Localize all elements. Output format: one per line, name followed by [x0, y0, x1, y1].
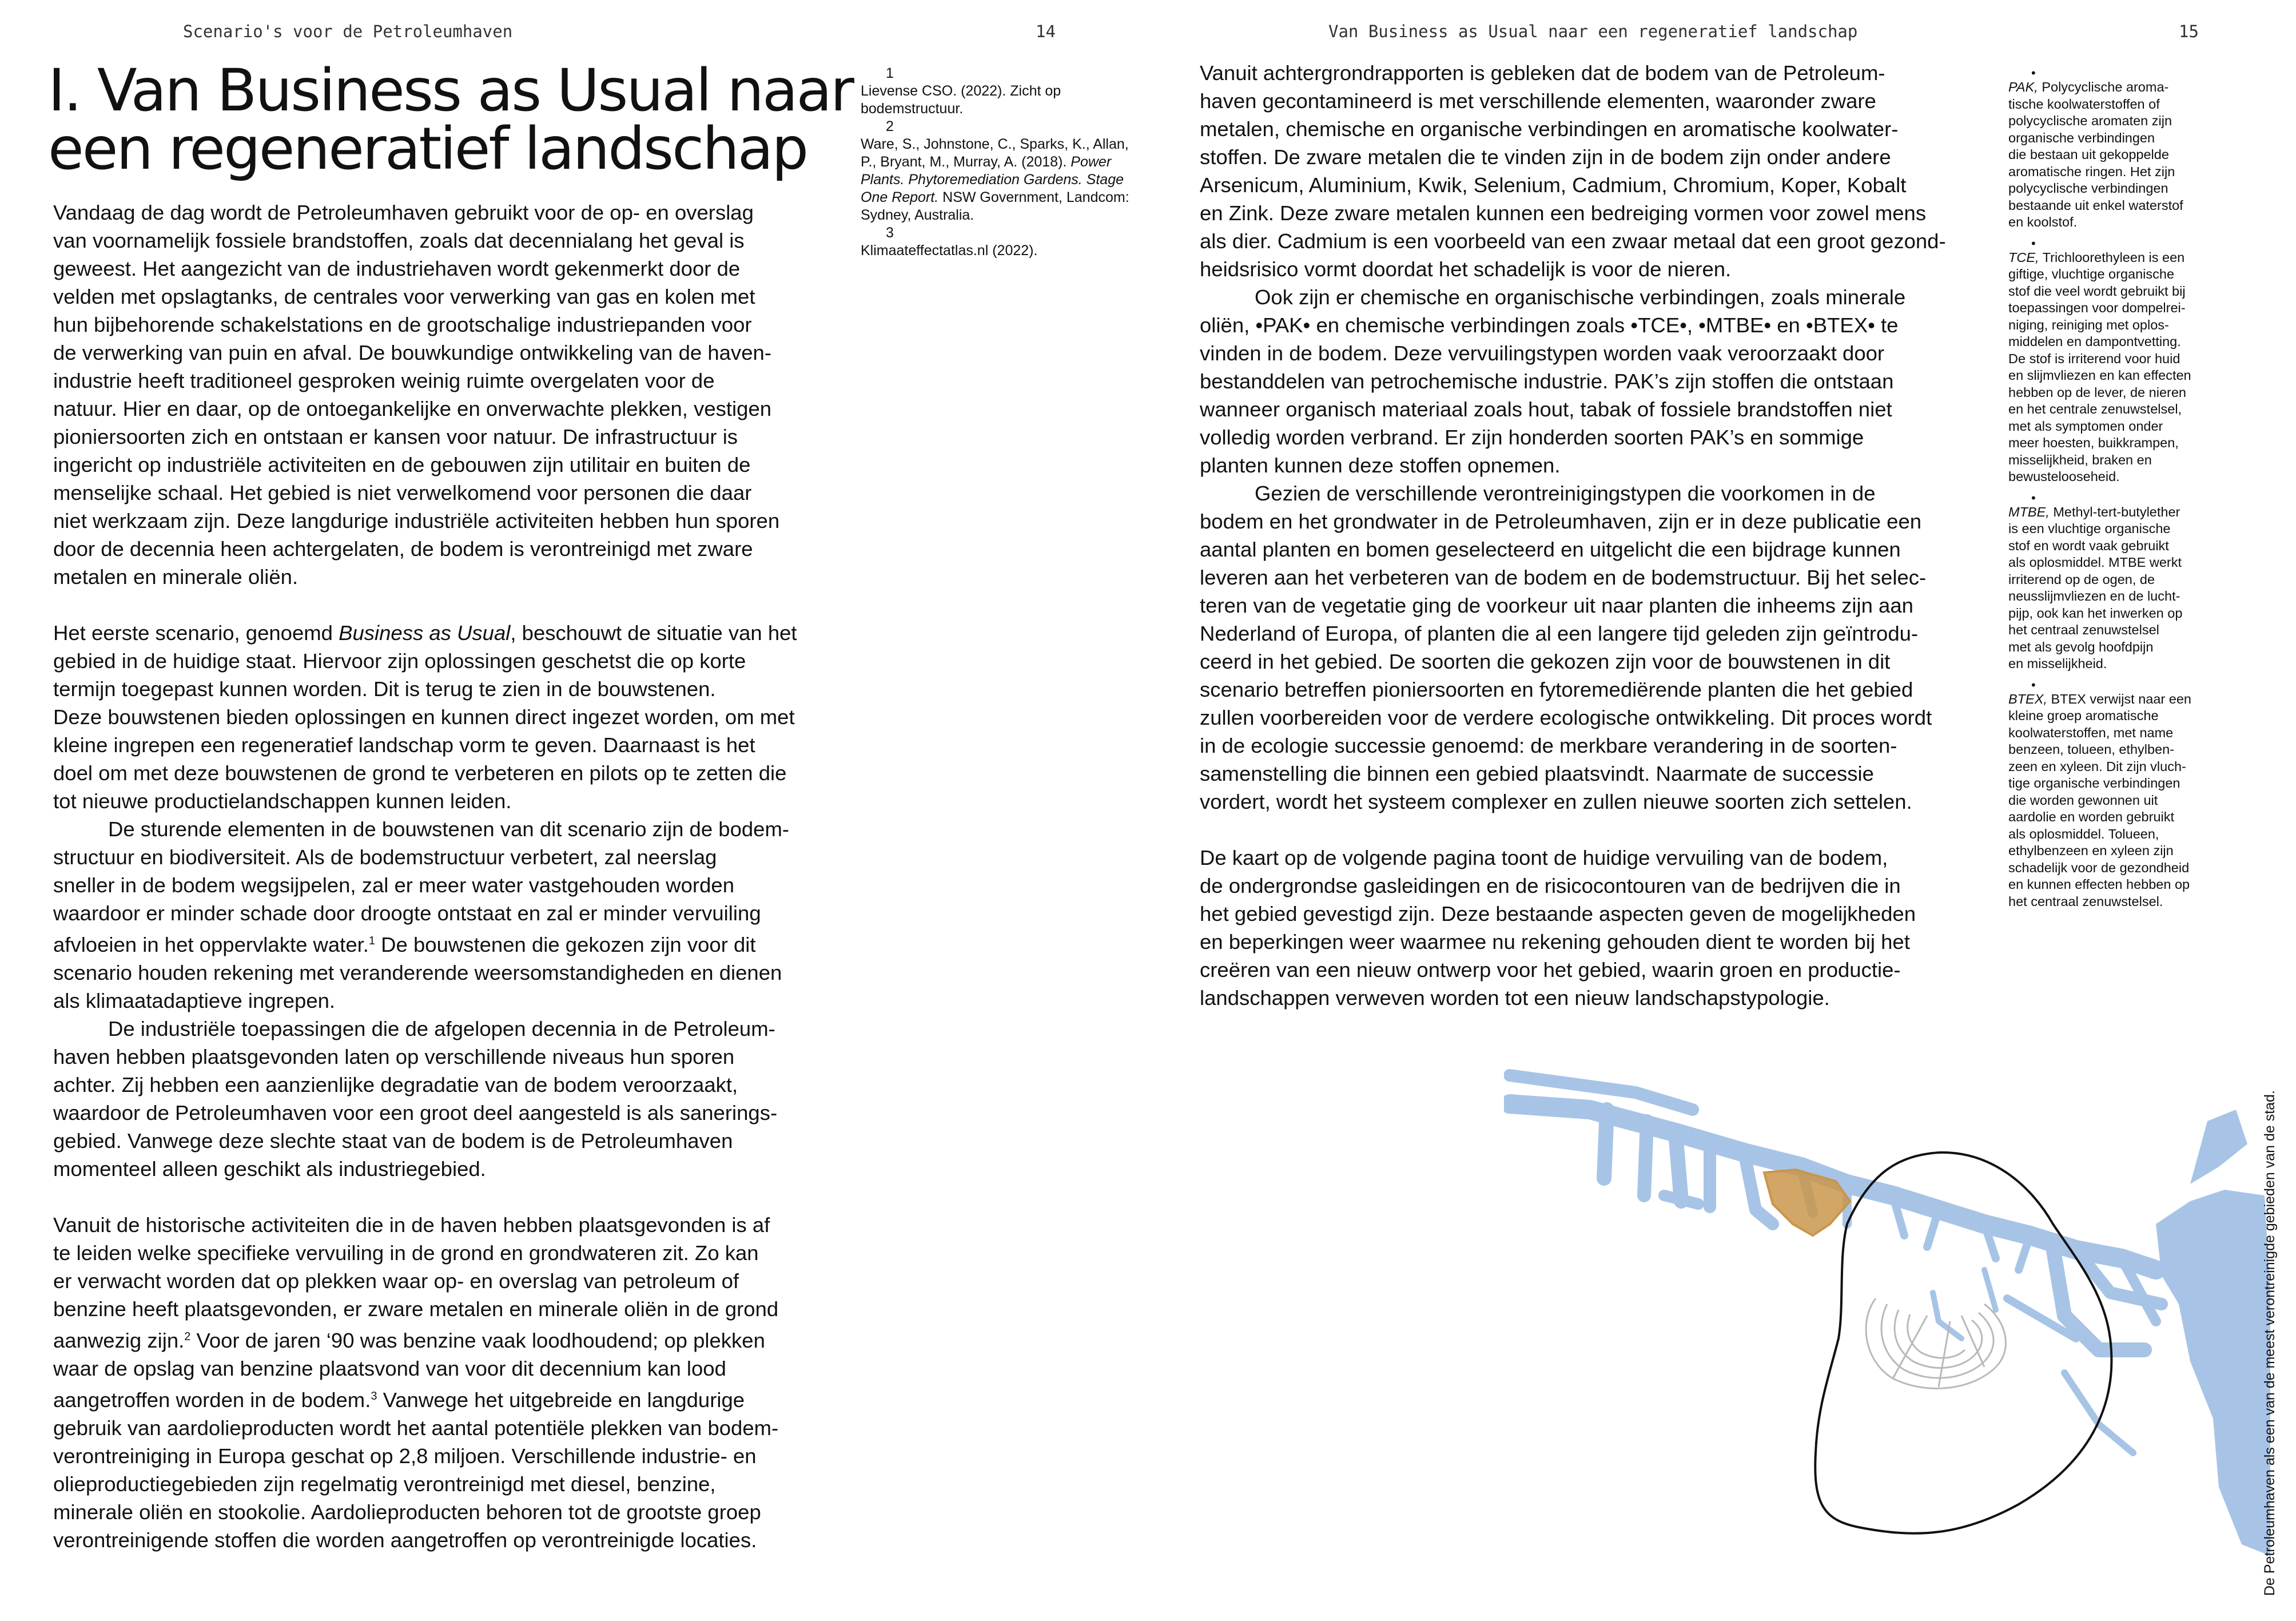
sidenote-line: meer hoesten, buikkrampen, — [2008, 435, 2179, 450]
compounds-text: en chemische verbindingen zoals — [1310, 313, 1631, 337]
contamination-line: en Zink. Deze zware metalen kunnen een bedreiging vormen voor zowel mens — [1200, 201, 1927, 225]
sidenote-line: ethylbenzeen en xyleen zijn — [2008, 843, 2174, 858]
left-body-column — [53, 198, 842, 1554]
sidenote-bullet: • — [2031, 490, 2036, 505]
footnote-2-line: NSW Government, Landcom: — [942, 189, 1129, 205]
water-city-canal — [1984, 1270, 1996, 1310]
history-line: te leiden welke specifieke vervuiling in de grond en grondwateren zit. Zo kan — [53, 1241, 759, 1265]
intro-line: natuur. Hier en daar, op de ontoegankelijke en onverwachte plekken, vestigen — [53, 397, 772, 420]
scenario-line: tot nieuwe productielandschappen kunnen leiden. — [53, 789, 512, 813]
history-text-rest: Voor de jaren ‘90 was benzine vaak loodhoudend; op plekken — [190, 1329, 765, 1353]
intro-line: de verwerking van puin en afval. De bouwkundige ontwikkeling van de haven- — [53, 341, 771, 364]
sidenote-line: De stof is irriterend voor huid — [2008, 351, 2180, 366]
footnote-2-italic: Gardens. Stage One Report. — [861, 172, 1124, 205]
sidenote-text: BTEX verwijst naar een — [2047, 691, 2191, 706]
paragraph-compounds — [1200, 283, 1995, 479]
city-map — [1504, 1052, 2282, 1579]
sidenote-term: PAK, — [2008, 80, 2038, 94]
steering-text-rest: De bouwstenen die gekozen zijn voor dit — [375, 933, 756, 957]
contamination-line: haven gecontamineerd is met verschillende elementen, waaronder zware — [1200, 89, 1876, 113]
scenario-intro-text: Het eerste scenario, genoemd — [53, 621, 339, 645]
steering-line: waardoor er minder schade door droogte ontstaat en zal er minder vervuiling — [53, 901, 761, 925]
water-lake — [2156, 1110, 2270, 1556]
selection-line: ceerd in het gebied. De soorten die gekozen zijn voor de bouwstenen in dit — [1200, 650, 1891, 673]
sidenote-line: en het centrale zenuwstelsel, — [2008, 402, 2182, 416]
sidenote-term: BTEX, — [2008, 691, 2047, 706]
compounds-line: volledig worden verbrand. Er zijn honderden soorten PAK’s en sommige — [1200, 426, 1864, 449]
steering-line: sneller in de bodem wegsijpelen, zal er meer water vastgehouden worden — [53, 873, 734, 897]
history-text: aanwezig zijn. — [53, 1329, 185, 1353]
footnote-1-line: bodemstructuur. — [861, 101, 964, 117]
paragraph-history — [53, 1211, 842, 1554]
contamination-line: stoffen. De zware metalen die te vinden zijn in de bodem zijn onder andere — [1200, 145, 1891, 169]
water-network — [1510, 1075, 2162, 1453]
sidenote-line: tige organische verbindingen — [2008, 776, 2180, 790]
map-intro-line: landschappen verweven worden tot een nieuw landschapstypologie. — [1200, 986, 1830, 1010]
sidenote-line: kleine groep aromatische — [2008, 708, 2159, 723]
compounds-line: planten kunnen deze stoffen opnemen. — [1200, 454, 1561, 477]
history-line: minerale oliën en stookolie. Aardolieproducten behoren tot de grootste groep — [53, 1500, 761, 1524]
paragraph-contamination — [1200, 59, 1995, 283]
sidenote-line: niging, reiniging met oplos- — [2008, 317, 2169, 332]
sidenote-term: TCE, — [2008, 249, 2039, 265]
contamination-line: Arsenicum, Aluminium, Kwik, Selenium, Cadmium, Chromium, Koper, Kobalt — [1200, 173, 1907, 197]
right-body-column — [1200, 59, 1995, 1012]
sidenote-line: schadelijk voor de gezondheid — [2008, 860, 2190, 875]
history-line: olieproductiegebieden zijn regelmatig verontreinigd met diesel, benzine, — [53, 1472, 716, 1496]
sidenote-line: benzeen, tolueen, ethylben- — [2008, 742, 2175, 757]
sidenote-line: is een vluchtige organische — [2008, 521, 2171, 536]
history-line: Vanuit de historische activiteiten die in de haven hebben plaatsgevonden is af — [53, 1213, 770, 1237]
steering-line: als klimaatadaptieve ingrepen. — [53, 989, 336, 1013]
intro-line: Vandaag de dag wordt de Petroleumhaven gebruikt voor de op- en overslag — [53, 201, 754, 224]
sidenote-pak — [2008, 67, 2254, 231]
sidenote-line: het centraal zenuwstelsel — [2008, 622, 2159, 637]
water-harbour-basin — [1604, 1110, 1607, 1178]
footnote-number-2: 2 — [886, 118, 894, 134]
map-intro-line: de ondergrondse gasleidingen en de risicocontouren van de bedrijven die in — [1200, 874, 1901, 897]
selection-line: zullen voorbereiden voor de verdere ecologische ontwikkeling. Dit proces wordt — [1200, 706, 1932, 729]
scenario-name-italic: Business as Usual — [339, 621, 511, 645]
intro-line: metalen en minerale oliën. — [53, 565, 299, 589]
industrial-line: haven hebben plaatsgevonden laten op verschillende niveaus hun sporen — [53, 1045, 735, 1069]
sidenote-line: stof en wordt vaak gebruikt — [2008, 538, 2169, 553]
map-intro-line: het gebied gevestigd zijn. Deze bestaande aspecten geven de mogelijkheden — [1200, 902, 1916, 925]
sidenote-line: polycyclische verbindingen — [2008, 181, 2168, 196]
compounds-text: te — [1875, 313, 1899, 337]
contamination-line: als dier. Cadmium is een voorbeeld van een zwaar metaal dat een groot gezond- — [1200, 229, 1946, 253]
footnote-3-line: Klimaateffectatlas.nl (2022). — [861, 243, 1038, 259]
term-pak: •PAK• — [1255, 313, 1311, 337]
steering-text: afvloeien in het oppervlakte water. — [53, 933, 369, 957]
industrial-line: achter. Zij hebben een aanzienlijke degradatie van de bodem veroorzaakt, — [53, 1073, 738, 1097]
map-caption: De Petroleumhaven als een van de meest verontreinigde gebieden van de stad. — [2262, 1090, 2278, 1596]
sidenote-line: stof die veel wordt gebruikt bij — [2008, 283, 2186, 299]
intro-line: niet werkzaam zijn. Deze langdurige industriële activiteiten hebben hun sporen — [53, 509, 780, 533]
history-line: verontreiniging in Europa geschat op 2,8 miljoen. Verschillende industrie- en — [53, 1444, 757, 1468]
steering-line: scenario houden rekening met veranderende weersomstandigheden en dienen — [53, 961, 782, 985]
industrial-line: waardoor de Petroleumhaven voor een groot deel aangesteld is als sanerings- — [53, 1101, 778, 1125]
water-eastern-lake — [2156, 1190, 2270, 1556]
sidenote-line: en koolstof. — [2008, 214, 2078, 229]
selection-line: scenario betreffen pioniersoorten en fytoremediërende planten die het gebied — [1200, 678, 1913, 701]
sidenote-line: aromatische ringen. Het zijn — [2008, 164, 2175, 179]
scenario-line: termijn toegepast kunnen worden. Dit is terug te zien in de bouwstenen. — [53, 677, 716, 701]
water-city-canal — [1933, 1293, 1961, 1338]
sidenote-line: die bestaan uit gekoppelde — [2008, 147, 2169, 162]
paragraph-selection — [1200, 479, 1995, 816]
compounds-line: bestanddelen van petrochemische industrie. PAK’s zijn stoffen die ontstaan — [1200, 370, 1894, 393]
scenario-line: doel om met deze bouwstenen de grond te verbeteren en pilots op te zetten die — [53, 761, 787, 785]
sidenote-tce — [2008, 238, 2254, 486]
sidenote-line: hebben op de lever, de nieren — [2008, 384, 2186, 400]
intro-line: geweest. Het aangezicht van de industriehaven wordt gekenmerkt door de — [53, 257, 741, 280]
sidenote-line: organische verbindingen — [2008, 130, 2155, 145]
scenario-line: kleine ingrepen een regeneratief landschap vorm te geven. Daarnaast is het — [53, 733, 755, 757]
steering-line: structuur en biodiversiteit. Als de bodemstructuur verbetert, zal neerslag — [53, 845, 717, 869]
paragraph-map-intro — [1200, 844, 1995, 1012]
footnote-2-line — [929, 154, 1111, 170]
selection-line: vordert, wordt het systeem complexer en zullen nieuwe soorten zich settelen. — [1200, 790, 1912, 813]
footnote-2-line: Sydney, Australia. — [861, 207, 974, 223]
sidenote-line: als oplosmiddel. Tolueen, — [2008, 826, 2159, 841]
contamination-line: Vanuit achtergrondrapporten is gebleken dat de bodem van de Petroleum- — [1200, 61, 1885, 85]
industrial-line: momenteel alleen geschikt als industriegebied. — [53, 1157, 486, 1181]
footnote-ref-2: 2 — [184, 1330, 191, 1344]
chapter-title-line2: een regeneratief landschap — [48, 115, 807, 183]
paragraph-scenario — [53, 619, 842, 815]
sidenote-mtbe — [2008, 492, 2254, 673]
footnote-2-line: Ware, S., Johnstone, C., — [861, 136, 1016, 152]
selection-line: Gezien de verschillende verontreinigingstypen die voorkomen in de — [1255, 482, 1876, 505]
compounds-text: en — [1771, 313, 1806, 337]
page-number-right: 15 — [2179, 22, 2199, 41]
sidenote-line: pijp, ook kan het inwerken op — [2008, 605, 2183, 621]
sidenote-term: MTBE, — [2008, 504, 2050, 519]
contamination-line: metalen, chemische en organische verbindingen en aromatische koolwater- — [1200, 117, 1899, 141]
history-line: benzine heeft plaatsgevonden, er zware metalen en minerale oliën in de grond — [53, 1297, 779, 1321]
history-line: gebruik van aardolieproducten wordt het aantal potentiële plekken van bodem- — [53, 1416, 779, 1440]
term-tce: •TCE• — [1630, 313, 1687, 337]
sidenote-line: toepassingen voor dompelrei- — [2008, 300, 2186, 315]
intro-line: industrie heeft traditioneel gesproken weinig ruimte overgelaten voor de — [53, 369, 715, 392]
sidenote-line: het centraal zenuwstelsel. — [2008, 893, 2163, 909]
sidenote-line: bewustelooseheid. — [2008, 469, 2120, 484]
sidenote-text: Trichloorethyleen is een — [2039, 249, 2185, 265]
sidenote-bullet: • — [2031, 66, 2036, 80]
intro-line: van voornamelijk fossiele brandstoffen, zoals dat decennialang het geval is — [53, 229, 745, 252]
industrial-line: De industriële toepassingen die de afgelopen decennia in de Petroleum- — [108, 1017, 775, 1041]
compounds-line: vinden in de bodem. Deze vervuilingstypen worden vaak veroorzaakt door — [1200, 341, 1885, 365]
sidenote-btex — [2008, 677, 2254, 911]
paragraph-steering — [53, 815, 842, 1015]
map-intro-line: De kaart op de volgende pagina toont de huidige vervuiling van de bodem, — [1200, 846, 1888, 869]
contamination-line: heidsrisico vormt doordat het schadelijk is voor de nieren. — [1200, 257, 1732, 281]
footnote-number-3: 3 — [886, 225, 894, 241]
footnote-ref-1: 1 — [368, 935, 376, 947]
intro-line: hun bijbehorende schakelstations en de grootschalige industriepanden voor — [53, 313, 752, 336]
compounds-first-line: Ook zijn er chemische en organischische verbindingen, zoals minerale — [1255, 285, 1906, 309]
water-east-inlet — [2190, 1110, 2247, 1184]
intro-line: door de decennia heen achtergelaten, de bodem is verontreinigd met zware — [53, 537, 753, 561]
selection-line: leveren aan het verbeteren van de bodem en de bodemstructuur. Bij het selec- — [1200, 566, 1927, 589]
selection-line: teren van de vegetatie ging de voorkeur uit naar planten die inheems zijn aan — [1200, 594, 1913, 617]
sidenote-line: als oplosmiddel. MTBE werkt — [2008, 555, 2182, 570]
running-header-left: Scenario's voor de Petroleumhaven — [183, 22, 513, 41]
history-line: verontreinigende stoffen die worden aangetroffen op verontreinigde locaties. — [53, 1528, 757, 1552]
sidenote-line: middelen en dampontvetting. — [2008, 334, 2181, 349]
sidenote-line: polycyclische aromaten zijn — [2008, 113, 2172, 128]
paragraph-intro — [53, 198, 842, 591]
history-text: aangetroffen worden in de bodem. — [53, 1388, 371, 1412]
intro-line: ingericht op industriële activiteiten en de gebouwen zijn utilitair en buiten de — [53, 453, 751, 476]
footnote-2-text: M., Murray, A. (2018). — [929, 154, 1071, 170]
chapter-title — [48, 57, 853, 183]
intro-line: velden met opslagtanks, de centrales voor verwerking van gas en kolen met — [53, 285, 755, 308]
map-intro-line: en beperkingen weer waarmee nu rekening gehouden dient te worden bij het — [1200, 930, 1910, 953]
sidenote-line: en misselijkheid. — [2008, 656, 2107, 671]
compounds-text: oliën, — [1200, 313, 1256, 337]
sidenote-line: aardolie en worden gebruikt — [2008, 809, 2175, 824]
sidenote-line: en kunnen effecten hebben op — [2008, 877, 2190, 892]
steering-line: De sturende elementen in de bouwstenen van dit scenario zijn de bodem- — [108, 817, 790, 841]
sidenote-line: misselijkheid, braken en — [2008, 452, 2152, 467]
map-intro-line: creëren van een nieuw ontwerp voor het gebied, waarin groen en productie- — [1200, 958, 1901, 982]
sidenote-text: Polycyclische aroma- — [2038, 80, 2169, 94]
sidenote-line: met als symptomen onder — [2008, 418, 2163, 434]
footnote-2-italic: Power — [1071, 154, 1112, 170]
paragraph-industrial — [53, 1015, 842, 1183]
footnote-ref-3: 3 — [371, 1390, 377, 1403]
sidenote-line: en slijmvliezen en kan effecten — [2008, 368, 2191, 383]
chapter-title-line1: I. Van Business as Usual naar — [48, 57, 853, 125]
canal-radial — [1893, 1316, 1927, 1378]
footnotes — [861, 65, 1129, 260]
term-mtbe: •MTBE• — [1698, 313, 1772, 337]
sidenote-text: Methyl-tert-butylether — [2049, 504, 2180, 519]
selection-line: in de ecologie successie genoemd: de merkbare verandering in de soorten- — [1200, 734, 1897, 757]
footnote-1-line: Lievense CSO. (2022). Zicht op — [861, 83, 1061, 99]
water-harbour-basin — [1664, 1195, 1698, 1204]
history-text-rest: Vanwege het uitgebreide en langdurige — [377, 1388, 745, 1412]
term-btex: •BTEX• — [1806, 313, 1875, 337]
intro-line: pioniersoorten zich en ontstaan er kansen voor natuur. De infrastructuur is — [53, 425, 738, 448]
sidenotes — [2008, 67, 2254, 917]
sidenote-line: tische koolwaterstoffen of — [2008, 96, 2160, 112]
history-line: er verwacht worden dat op plekken waar op- en overslag van petroleum of — [53, 1269, 739, 1293]
footnote-2-italic: Plants. Phytoremediation — [861, 172, 1020, 188]
water-harbour-basin — [1644, 1121, 1647, 1195]
scenario-line: gebied in de huidige staat. Hiervoor zijn oplossingen geschetst die op korte — [53, 649, 746, 673]
sidenote-line: neusslijmvliezen en de lucht- — [2008, 589, 2180, 603]
sidenote-line: bestaande uit enkel waterstof — [2008, 197, 2183, 213]
sidenote-bullet: • — [2031, 236, 2036, 251]
compounds-text: , — [1686, 313, 1699, 337]
selection-line: bodem en het grondwater in de Petroleumhaven, zijn er in deze publicatie een — [1200, 510, 1922, 533]
compounds-line: wanneer organisch materiaal zoals hout, tabak of fossiele brandstoffen niet — [1200, 398, 1892, 421]
canal-radial — [1961, 1316, 1984, 1367]
sidenote-line: giftige, vluchtige organische — [2008, 267, 2175, 281]
sidenote-line: met als gevolg hoofdpijn — [2008, 639, 2154, 654]
intro-line: menselijke schaal. Het gebied is niet verwelkomend voor personen die daar — [53, 481, 752, 504]
sidenote-bullet: • — [2031, 677, 2036, 692]
sidenote-line: die worden gewonnen uit — [2008, 792, 2158, 808]
history-text: waar de opslag van benzine plaatsvond van voor dit decennium kan lood — [53, 1357, 726, 1381]
footnote-2-line: Sparks, K., Allan, P., Bryant, — [861, 136, 1129, 170]
scenario-line: Deze bouwstenen bieden oplossingen en kunnen direct ingezet worden, om met — [53, 705, 795, 729]
sidenote-line: koolwaterstoffen, met name — [2008, 725, 2174, 740]
scenario-intro-rest: , beschouwt de situatie van het — [510, 621, 797, 645]
selection-line: samenstelling die binnen een gebied plaatsvindt. Naarmate de successie — [1200, 762, 1874, 785]
sidenote-line: irriterend op de ogen, de — [2008, 571, 2155, 587]
industrial-line: gebied. Vanwege deze slechte staat van de bodem is de Petroleumhaven — [53, 1129, 733, 1153]
footnote-number-1: 1 — [886, 65, 894, 81]
page-number-left: 14 — [1036, 22, 1056, 41]
water-harbour-basin — [1676, 1133, 1681, 1201]
running-header-right: Van Business as Usual naar een regeneratief landschap — [1328, 22, 1858, 41]
selection-line: aantal planten en bomen geselecteerd en uitgelicht die een bijdrage kunnen — [1200, 538, 1901, 561]
water-amstel — [2064, 1373, 2133, 1453]
sidenote-line: zeen en xyleen. Dit zijn vluch- — [2008, 758, 2186, 774]
selection-line: Nederland of Europa, of planten die al een langere tijd geleden zijn geïntrodu- — [1200, 622, 1919, 645]
